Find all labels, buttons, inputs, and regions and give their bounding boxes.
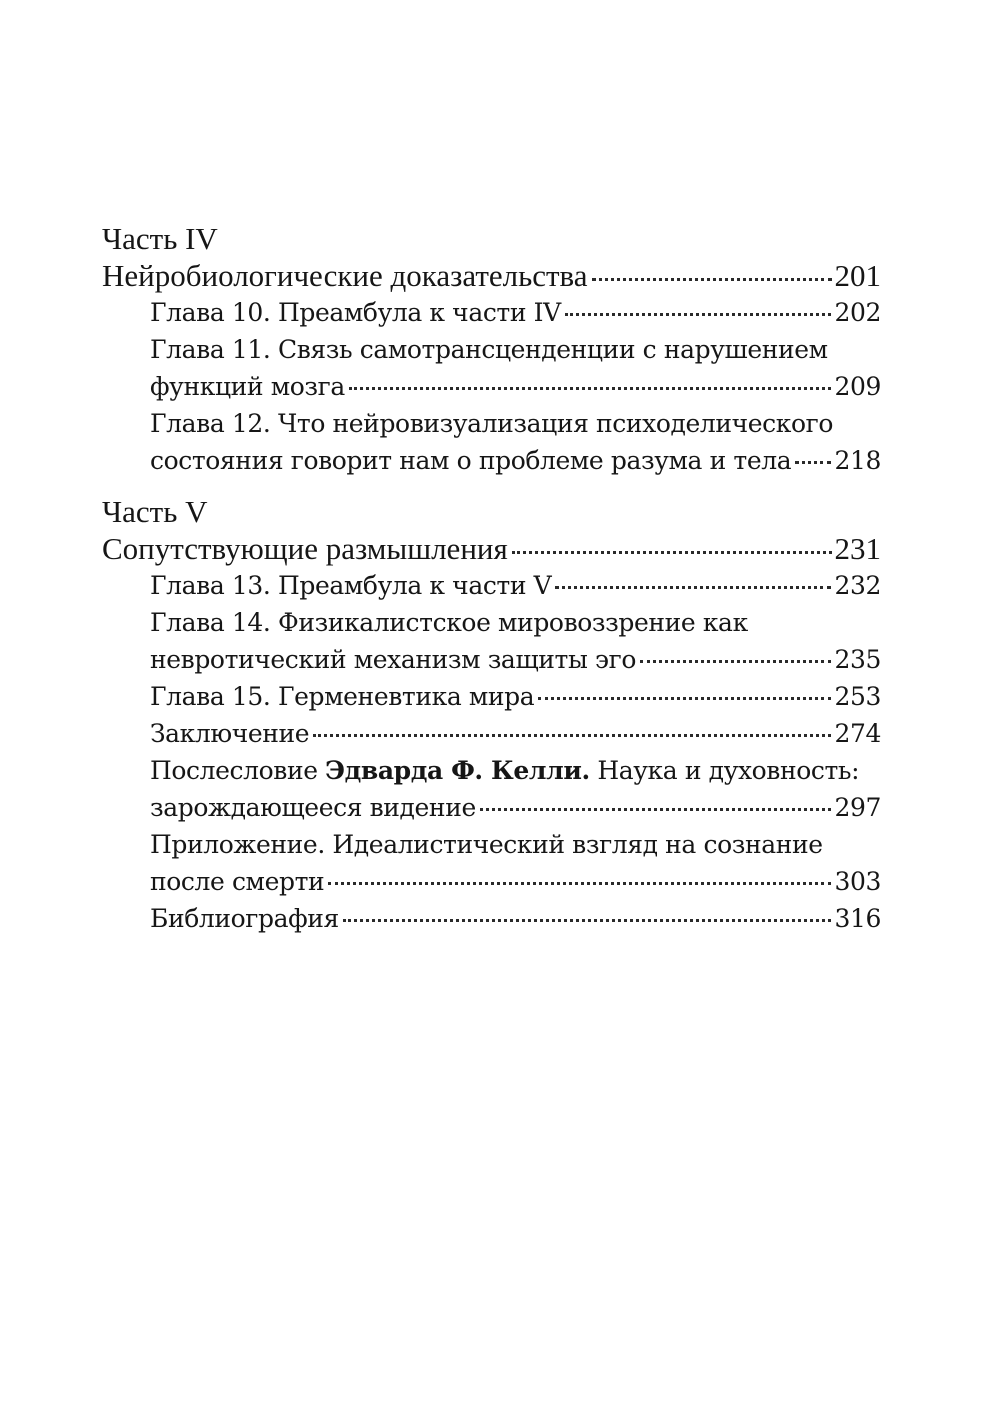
dot-leader — [349, 387, 832, 390]
chapter-11-title-line-1: Глава 11. Связь самотрансценденции с нарушением — [150, 335, 828, 364]
chapter-11-entry — [102, 368, 881, 405]
part-4-label: Часть IV — [102, 221, 218, 256]
page-number: 201 — [834, 258, 881, 293]
chapter-15-entry — [102, 678, 881, 715]
table-of-contents — [102, 220, 881, 951]
dot-leader — [538, 697, 831, 700]
bibliography-entry — [102, 900, 881, 937]
page-number: 202 — [834, 298, 881, 327]
afterword-title-line-1 — [102, 752, 881, 789]
dot-leader — [512, 551, 832, 554]
chapter-title: Глава 15. Герменевтика мира — [150, 682, 535, 711]
chapter-13-entry — [102, 567, 881, 604]
page-number: 218 — [834, 446, 881, 475]
page-number: 209 — [834, 372, 881, 401]
afterword-prefix: Послесловие — [150, 756, 318, 785]
page-number: 235 — [834, 645, 881, 674]
dot-leader — [343, 919, 832, 922]
page-number: 274 — [834, 719, 881, 748]
part-4-title-entry — [102, 257, 881, 294]
appendix-title-line-2: после смерти — [150, 867, 325, 896]
page-number: 232 — [834, 571, 881, 600]
part-5-title: Сопутствующие размышления — [102, 531, 508, 566]
bibliography-title: Библиография — [150, 904, 339, 933]
conclusion-entry — [102, 715, 881, 752]
chapter-14-title-line-1: Глава 14. Физикалистское мировоззрение как — [150, 608, 748, 637]
appendix-entry — [102, 863, 881, 900]
dot-leader — [640, 660, 831, 663]
page-number: 316 — [834, 904, 881, 933]
chapter-title-line-2: функций мозга — [150, 372, 345, 401]
afterword-title-line-2: зарождающееся видение — [150, 793, 476, 822]
chapter-title-line-2: невротический механизм защиты эго — [150, 645, 636, 674]
dot-leader — [480, 808, 832, 811]
dot-leader — [565, 313, 832, 316]
dot-leader — [592, 278, 832, 281]
chapter-title: Глава 13. Преамбула к части V — [150, 571, 552, 600]
part-4-title: Нейробиологические доказательства — [102, 258, 588, 293]
part-4-section — [102, 220, 881, 479]
chapter-12-entry — [102, 442, 881, 479]
chapter-12-title-line-1: Глава 12. Что нейровизуализация психоделического — [150, 409, 833, 438]
page-number: 297 — [834, 793, 881, 822]
afterword-title-rest: Наука и духовность: — [597, 756, 860, 785]
appendix-title-line-1: Приложение. Идеалистический взгляд на сознание — [150, 830, 823, 859]
page-number: 253 — [834, 682, 881, 711]
chapter-title-line-2: состояния говорит нам о проблеме разума и тела — [150, 446, 792, 475]
page-number: 303 — [834, 867, 881, 896]
conclusion-title: Заключение — [150, 719, 310, 748]
chapter-title: Глава 10. Преамбула к части IV — [150, 298, 561, 327]
dot-leader — [328, 882, 831, 885]
page-number: 231 — [834, 531, 881, 566]
dot-leader — [795, 461, 831, 464]
part-5-section — [102, 493, 881, 937]
dot-leader — [555, 586, 831, 589]
part-5-label: Часть V — [102, 494, 208, 529]
dot-leader — [313, 734, 831, 737]
chapter-10-entry — [102, 294, 881, 331]
afterword-entry — [102, 789, 881, 826]
afterword-author: Эдварда Ф. Келли. — [325, 756, 590, 785]
chapter-14-entry — [102, 641, 881, 678]
part-5-title-entry — [102, 530, 881, 567]
